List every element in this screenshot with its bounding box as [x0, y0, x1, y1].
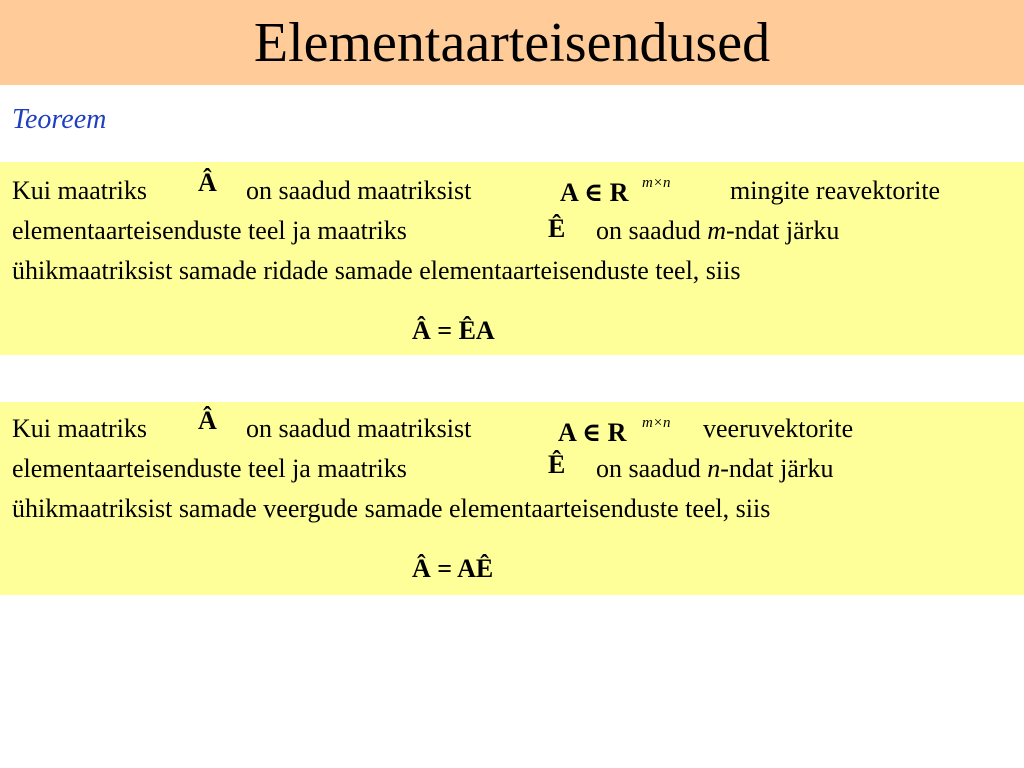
slide-title: Elementaarteisendused — [253, 12, 771, 74]
symbol-superscript-mxn: m×n — [642, 175, 671, 191]
line1-text-a: Kui maatriks — [12, 176, 148, 205]
line2-text-b: on saadud m-ndat järku — [596, 216, 840, 245]
line2-text-a: elementaarteisenduste teel ja maatriks — [12, 454, 407, 483]
symbol-e-hat: Ê — [548, 214, 566, 243]
line3-text: ühikmaatriksist samade ridade samade elementaarteisenduste teel, siis — [12, 256, 741, 285]
symbol-superscript-mxn: m×n — [642, 415, 671, 431]
line2-text-a: elementaarteisenduste teel ja maatriks — [12, 216, 407, 245]
line1-text-c: mingite reavektorite — [730, 176, 941, 205]
symbol-a-in-r: A ∈ R — [558, 418, 627, 447]
theorem-box-columns — [0, 402, 1024, 595]
line1-text-c: veeruvektorite — [703, 414, 854, 443]
title-bar — [0, 0, 1024, 85]
line2-text-b: on saadud n-ndat järku — [596, 454, 834, 483]
symbol-a-hat: Â — [198, 406, 217, 435]
line1-text-b: on saadud maatriksist — [246, 176, 472, 205]
symbol-a-in-r: A ∈ R — [560, 178, 629, 207]
line3-text: ühikmaatriksist samade veergude samade elementaarteisenduste teel, siis — [12, 494, 771, 523]
line1-text-b: on saadud maatriksist — [246, 414, 472, 443]
symbol-e-hat: Ê — [548, 450, 566, 479]
theorem-box-rows — [0, 162, 1024, 355]
formula: Â = AÊ — [412, 554, 494, 583]
formula: Â = ÊA — [412, 316, 495, 345]
symbol-a-hat: Â — [198, 168, 217, 197]
line1-text-a: Kui maatriks — [12, 414, 148, 443]
theorem-label: Teoreem — [12, 104, 107, 135]
